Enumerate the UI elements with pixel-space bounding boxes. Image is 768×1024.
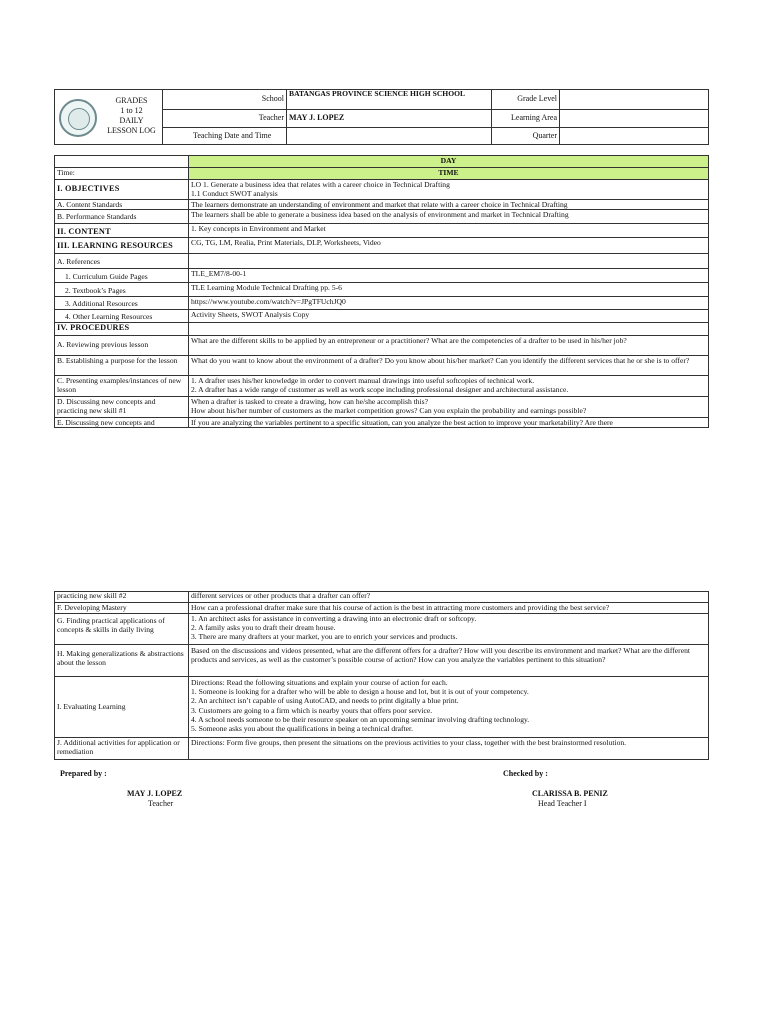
quarter-value xyxy=(560,128,709,145)
school-value: BATANGAS PROVINCE SCIENCE HIGH SCHOOL xyxy=(287,90,492,110)
references-value xyxy=(189,254,709,269)
procedure-e-label-top: E. Discussing new concepts and xyxy=(55,418,189,428)
procedure-g-line3: 3. There are many drafters at your market, you are to enrich your services and products. xyxy=(191,632,458,642)
procedure-j-value: Directions: Form five groups, then present the situations on the previous activities to your class, together with the best brainstormed resolution. xyxy=(189,738,709,760)
objectives-value xyxy=(189,180,709,200)
grades-line2: 1 to 12 xyxy=(120,106,143,115)
learning-resources-label: III. LEARNING RESOURCES xyxy=(55,238,189,254)
content-standards-label: A. Content Standards xyxy=(55,200,189,210)
procedure-f-value: How can a professional drafter make sure that his course of action is the best in attracting more customers and providing the best service? xyxy=(189,603,709,614)
quarter-label: Quarter xyxy=(492,128,560,145)
procedure-i-line2: 2. An architect isn’t capable of using AutoCAD, and needs to print digitally a blue print. xyxy=(191,696,459,706)
procedure-g-line1: 1. An architect asks for assistance in converting a drawing into an electronic draft or softcopy. xyxy=(191,614,477,623)
time-label: Time: xyxy=(55,168,189,180)
prepared-by-title: Teacher xyxy=(148,799,174,808)
curriculum-guide-label: 1. Curriculum Guide Pages xyxy=(55,269,189,283)
procedure-d-line2: How about his/her number of customers as the market competition grows? Can you explain the probability and earnings possible? xyxy=(191,406,587,416)
lesson-table-bottom xyxy=(54,591,709,760)
blank-corner xyxy=(55,156,189,168)
procedure-e-label-bottom: practicing new skill #2 xyxy=(55,592,189,603)
procedure-i-line5: 5. Someone asks you about the qualifications in being a technical drafter. xyxy=(191,724,414,734)
procedure-g-label: G. Finding practical applications of concepts & skills in daily living xyxy=(55,614,189,645)
grade-level-label: Grade Level xyxy=(492,90,560,110)
procedure-b-value: What do you want to know about the environment of a drafter? Do you know about his/her market? Can you identify the different services that he or she is to offer? xyxy=(189,356,709,376)
procedure-a-label: A. Reviewing previous lesson xyxy=(55,336,189,356)
procedure-e-value-top: If you are analyzing the variables pertinent to a specific situation, can you analyze the best action to improve your marketability? Are there xyxy=(189,418,709,428)
references-label: A. References xyxy=(55,254,189,269)
procedure-f-label: F. Developing Mastery xyxy=(55,603,189,614)
learning-area-label: Learning Area xyxy=(492,110,560,128)
procedure-i-line1: 1. Someone is looking for a drafter who will be able to design a house and lot, but it is out of your competency. xyxy=(191,687,529,697)
curriculum-guide-value: TLE_EM7/8-00-1 xyxy=(189,269,709,283)
procedure-d-value xyxy=(189,397,709,418)
procedure-c-value xyxy=(189,376,709,397)
other-resources-value: Activity Sheets, SWOT Analysis Copy xyxy=(189,310,709,323)
procedure-c-line1: 1. A drafter uses his/her knowledge in order to convert manual drawings into useful softcopies of technical work. xyxy=(191,376,535,386)
objectives-line2: 1.1 Conduct SWOT analysis xyxy=(191,189,278,199)
prepared-by-name: MAY J. LOPEZ xyxy=(127,789,183,798)
procedure-g-value xyxy=(189,614,709,645)
procedure-c-label: C. Presenting examples/instances of new lesson xyxy=(55,376,189,397)
date-label: Teaching Date and Time xyxy=(163,128,287,145)
day-header: DAY xyxy=(189,156,709,168)
procedure-j-label: J. Additional activities for application or remediation xyxy=(55,738,189,760)
procedures-value xyxy=(189,323,709,336)
time-header: TIME xyxy=(189,168,709,180)
checked-by-title: Head Teacher I xyxy=(538,799,587,808)
content-label: II. CONTENT xyxy=(55,224,189,238)
procedure-i-directions: Directions: Read the following situations and explain your course of action for each. xyxy=(191,678,448,687)
learning-area-value xyxy=(560,110,709,128)
procedure-g-line2: 2. A family asks you to draft their dream house. xyxy=(191,623,336,633)
date-value xyxy=(287,128,492,145)
grades-line3: DAILY xyxy=(119,116,144,125)
procedure-i-line4: 4. A school needs someone to be their resource speaker on an upcoming seminar involving drafting technology. xyxy=(191,714,530,724)
procedure-d-line1: When a drafter is tasked to create a drawing, how can he/she accomplish this? xyxy=(191,397,429,407)
teacher-value: MAY J. LOPEZ xyxy=(287,110,492,128)
additional-resources-value: https://www.youtube.com/watch?v=JPgTFUchJQ0 xyxy=(189,297,709,310)
grades-line1: GRADES xyxy=(115,96,148,105)
performance-standards-label: B. Performance Standards xyxy=(55,210,189,224)
school-label: School xyxy=(163,90,287,110)
textbook-pages-value: TLE Learning Module Technical Drafting pp. 5-6 xyxy=(189,283,709,297)
procedure-i-line3: 3. Customers are going to a firm which is nearby yours that offers poor service. xyxy=(191,705,433,715)
grade-level-value xyxy=(560,90,709,110)
procedure-b-label: B. Establishing a purpose for the lesson xyxy=(55,356,189,376)
grades-cell xyxy=(55,90,163,145)
header-table xyxy=(54,89,709,145)
objectives-line1: LO 1. Generate a business idea that relates with a career choice in Technical Drafting xyxy=(191,180,450,189)
procedure-h-label: H. Making generalizations & abstractions about the lesson xyxy=(55,645,189,677)
procedure-a-value: What are the different skills to be applied by an entrepreneur or a practitioner? What are the competencies of a drafter to be used in his/her job? xyxy=(189,336,709,356)
lesson-table-top xyxy=(54,155,709,428)
learning-resources-value: CG, TG, LM, Realia, Print Materials, DLP, Worksheets, Video xyxy=(189,238,709,254)
checked-by-label: Checked by : xyxy=(503,769,548,778)
procedure-d-label: D. Discussing new concepts and practicing new skill #1 xyxy=(55,397,189,418)
teacher-label: Teacher xyxy=(163,110,287,128)
prepared-by-label: Prepared by : xyxy=(60,769,107,778)
objectives-label: I. OBJECTIVES xyxy=(55,180,189,200)
textbook-pages-label: 2. Textbook’s Pages xyxy=(55,283,189,297)
other-resources-label: 4. Other Learning Resources xyxy=(55,310,189,323)
grades-line4: LESSON LOG xyxy=(107,126,156,135)
performance-standards-value: The learners shall be able to generate a business idea based on the analysis of environment and market in Technical Drafting xyxy=(189,210,709,224)
content-value: 1. Key concepts in Environment and Market xyxy=(189,224,709,238)
procedure-i-value xyxy=(189,677,709,738)
additional-resources-label: 3. Additional Resources xyxy=(55,297,189,310)
content-standards-value: The learners demonstrate an understanding of environment and market that relate with a career choice in Technical Drafting xyxy=(189,200,709,210)
procedure-c-line2: 2. A drafter has a wide range of customer as well as work scope including professional designer and architectural assistance. xyxy=(191,385,569,395)
procedure-i-label: I. Evaluating Learning xyxy=(55,677,189,738)
checked-by-name: CLARISSA B. PENIZ xyxy=(532,789,608,798)
procedure-e-value-bottom: different services or other products that a drafter can offer? xyxy=(189,592,709,603)
procedure-h-value: Based on the discussions and videos presented, what are the different offers for a drafter? How will you describe its environment and market? What are the different products and services, as well as the customer’s possible course of action? How can you analyze the variables pertinent to this situation? xyxy=(189,645,709,677)
procedures-label: IV. PROCEDURES xyxy=(55,323,189,336)
